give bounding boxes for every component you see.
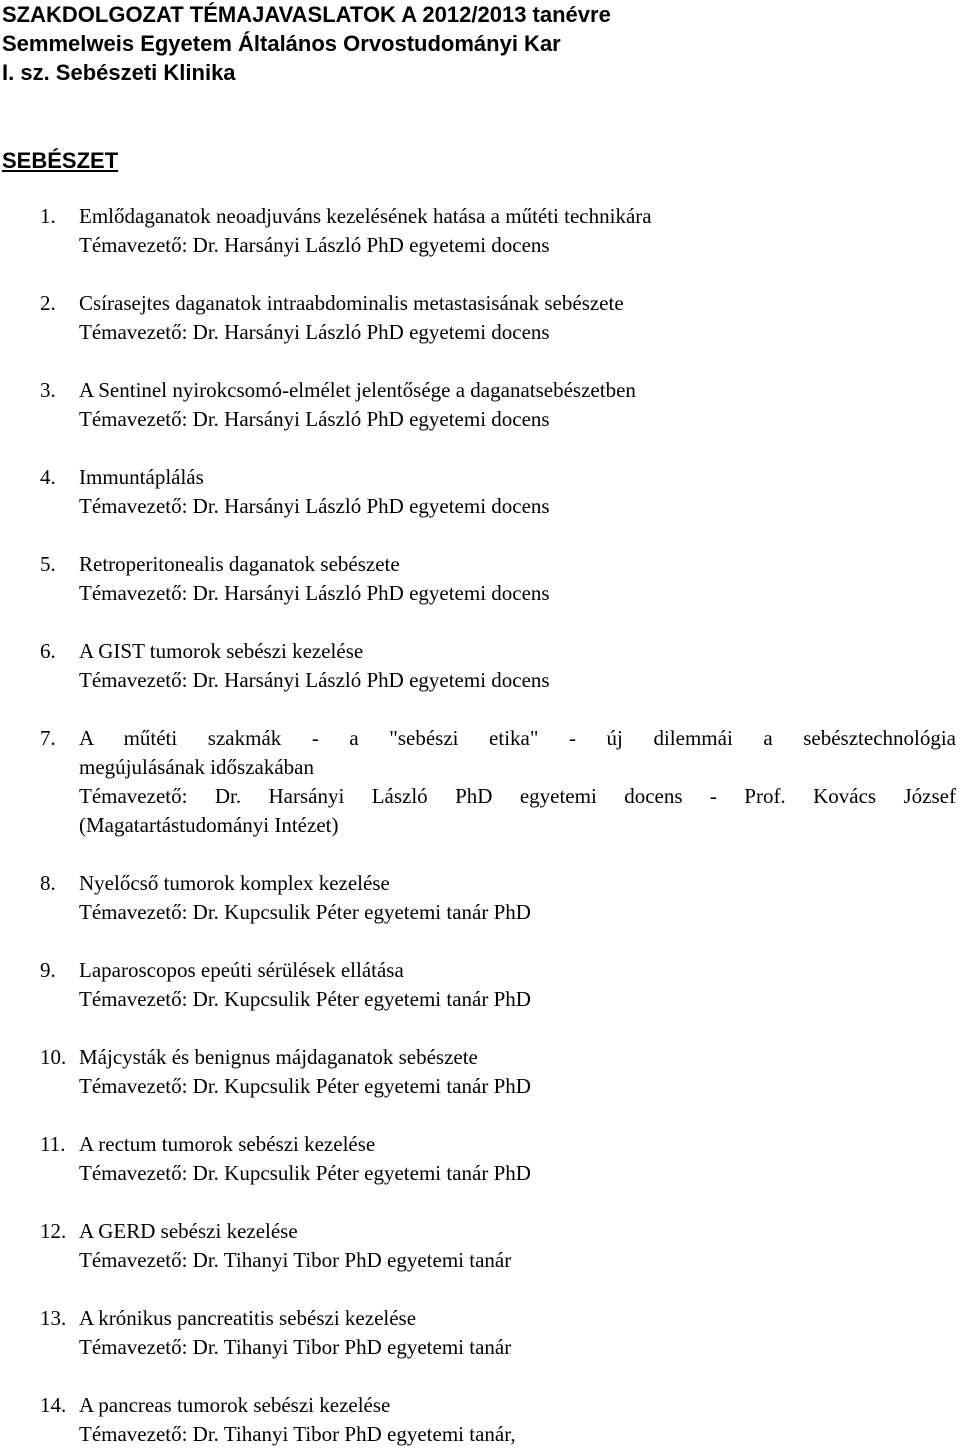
section-title: SEBÉSZET [2, 148, 119, 173]
topic-title: A Sentinel nyirokcsomó-elmélet jelentősége a daganatsebészetben [79, 378, 636, 402]
topic-title: A GERD sebészi kezelése [79, 1219, 298, 1243]
topic-title: Májcysták és benignus májdaganatok sebészete [79, 1045, 478, 1069]
topic-supervisor-institute: (Magatartástudományi Intézet) [79, 813, 339, 837]
topic-supervisor: Témavezető: Dr. Kupcsulik Péter egyetemi tanár PhD [79, 900, 531, 924]
topic-item [40, 1217, 956, 1275]
topic-title: Retroperitonealis daganatok sebészete [79, 552, 400, 576]
university-faculty: Semmelweis Egyetem Általános Orvostudományi Kar [2, 31, 561, 56]
topic-number: 14. [40, 1393, 67, 1417]
topic-number: 12. [40, 1219, 67, 1243]
topic-supervisor: Témavezető: Dr. Tihanyi Tibor PhD egyetemi tanár [79, 1335, 512, 1359]
topic-title: Emlődaganatok neoadjuváns kezelésének hatása a műtéti technikára [79, 204, 652, 228]
topic-supervisor: Témavezető: Dr. Tihanyi Tibor PhD egyetemi tanár [79, 1248, 512, 1272]
topic-title-continued: megújulásának időszakában [79, 755, 314, 779]
topic-number: 9. [40, 958, 56, 982]
topic-number: 5. [40, 552, 56, 576]
topic-item [40, 956, 956, 1014]
topic-item [40, 289, 956, 347]
topic-supervisor: Témavezető: Dr. Tihanyi Tibor PhD egyetemi tanár, [79, 1422, 516, 1446]
topic-title: Nyelőcső tumorok komplex kezelése [79, 871, 390, 895]
topic-number: 6. [40, 639, 56, 663]
topic-supervisor: Témavezető: Dr. Harsányi László PhD egyetemi docens [79, 233, 550, 257]
topic-item [40, 1043, 956, 1101]
topic-title: A műtéti szakmák - a "sebészi etika" - új dilemmái a sebésztechnológia [79, 726, 956, 750]
topic-supervisor: Témavezető: Dr. Harsányi László PhD egyetemi docens [79, 668, 550, 692]
topic-supervisor: Témavezető: Dr. Harsányi László PhD egyetemi docens [79, 320, 550, 344]
topic-number: 2. [40, 291, 56, 315]
topic-number: 10. [40, 1045, 67, 1069]
topic-item [40, 1130, 956, 1188]
topic-title: Immuntáplálás [79, 465, 204, 489]
topic-title: A GIST tumorok sebészi kezelése [79, 639, 364, 663]
topic-number: 7. [40, 726, 56, 750]
topic-title: Csírasejtes daganatok intraabdominalis metastasisának sebészete [79, 291, 624, 315]
topic-item [40, 376, 956, 434]
document-title: SZAKDOLGOZAT TÉMAJAVASLATOK A 2012/2013 tanévre [2, 2, 611, 27]
topic-supervisor: Témavezető: Dr. Kupcsulik Péter egyetemi tanár PhD [79, 1161, 531, 1185]
topic-title: A pancreas tumorok sebészi kezelése [79, 1393, 391, 1417]
topic-item [40, 1391, 956, 1449]
topic-supervisor: Témavezető: Dr. Harsányi László PhD egyetemi docens [79, 407, 550, 431]
topic-item [40, 550, 956, 608]
topic-title: Laparoscopos epeúti sérülések ellátása [79, 958, 404, 982]
topic-supervisor: Témavezető: Dr. Kupcsulik Péter egyetemi tanár PhD [79, 1074, 531, 1098]
topic-supervisor: Témavezető: Dr. Harsányi László PhD egyetemi docens - Prof. Kovács József [79, 784, 956, 808]
topic-supervisor: Témavezető: Dr. Harsányi László PhD egyetemi docens [79, 581, 550, 605]
topic-item [40, 463, 956, 521]
topic-item [40, 637, 956, 695]
topic-item [40, 1304, 956, 1362]
topic-title: A krónikus pancreatitis sebészi kezelése [79, 1306, 417, 1330]
topic-number: 1. [40, 204, 56, 228]
clinic-name: I. sz. Sebészeti Klinika [2, 60, 236, 85]
topic-number: 3. [40, 378, 56, 402]
topic-number: 13. [40, 1306, 67, 1330]
topic-number: 11. [40, 1132, 66, 1156]
topic-title: A rectum tumorok sebészi kezelése [79, 1132, 376, 1156]
topic-number: 4. [40, 465, 56, 489]
topic-supervisor: Témavezető: Dr. Kupcsulik Péter egyetemi tanár PhD [79, 987, 531, 1011]
topic-item [40, 202, 956, 260]
topic-item [40, 869, 956, 927]
topic-number: 8. [40, 871, 56, 895]
topic-supervisor: Témavezető: Dr. Harsányi László PhD egyetemi docens [79, 494, 550, 518]
topic-item [40, 724, 956, 840]
